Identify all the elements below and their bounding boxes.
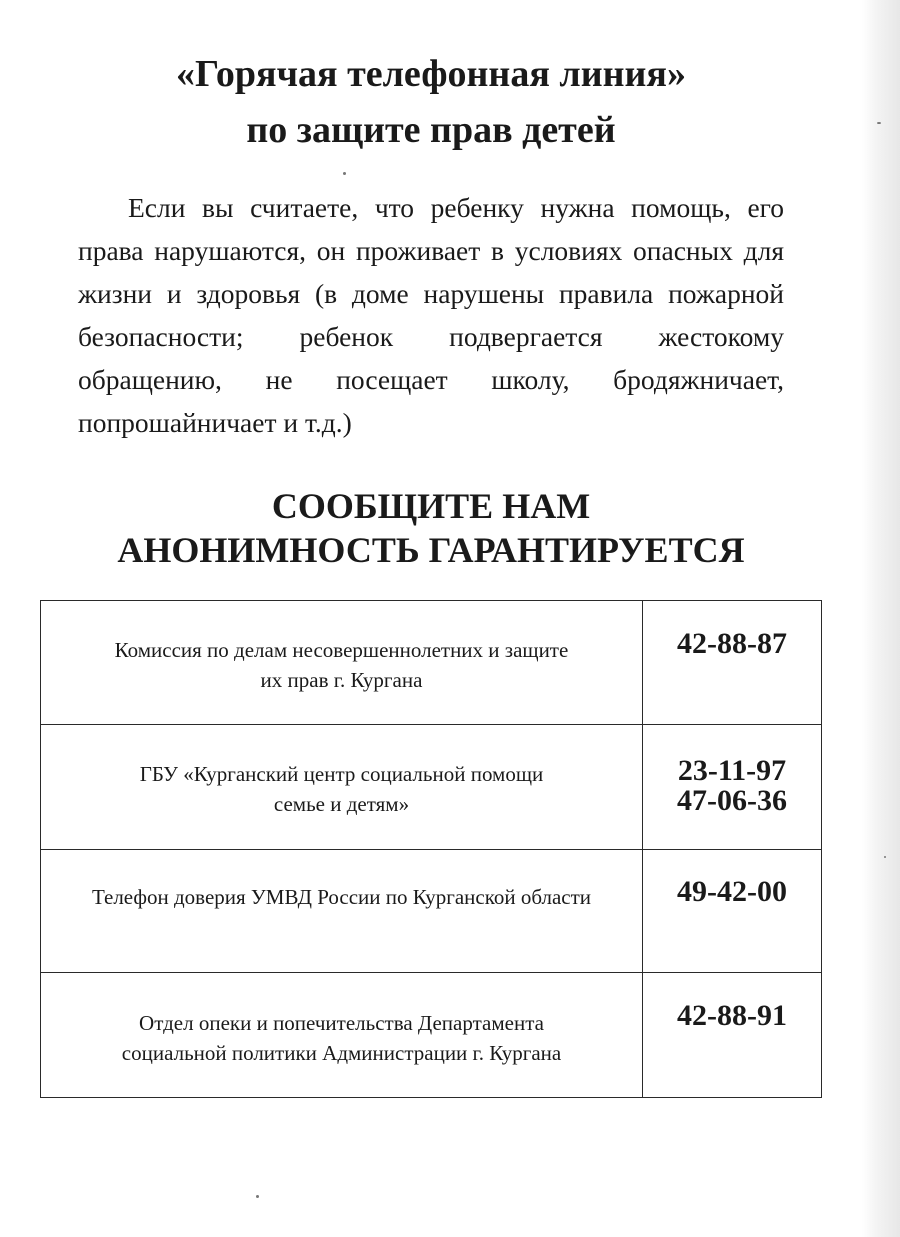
org-name: ГБУ «Курганский центр социальной помощи семье и детям» (139, 762, 544, 816)
org-name: Комиссия по делам несовершеннолетних и защите их прав г. Кургана (114, 638, 569, 692)
org-name: Отдел опеки и попечительства Департамента социальной политики Администрации г. Кургана (121, 1011, 562, 1065)
phone-cell (643, 973, 822, 1098)
org-cell (41, 725, 643, 850)
phone-cell (643, 850, 822, 973)
phone-cell (643, 725, 822, 850)
org-cell (41, 850, 643, 973)
phone-number: 42-88-87 (677, 627, 787, 660)
phone-number: 47-06-36 (677, 784, 787, 817)
table-row (41, 973, 822, 1098)
title-line-1: «Горячая телефонная линия» (176, 53, 686, 95)
table-row (41, 725, 822, 850)
phone-number: 49-42-00 (677, 875, 787, 908)
scan-speck (884, 856, 886, 858)
phone-number: 23-11-97 (677, 754, 787, 787)
org-name: Телефон доверия УМВД России по Курганской области (91, 885, 592, 909)
contacts-table (40, 600, 822, 1098)
document-title (0, 46, 862, 158)
title-line-2: по защите прав детей (246, 109, 616, 151)
scan-speck (256, 1195, 259, 1198)
table-row (41, 850, 822, 973)
phone-number: 42-88-91 (677, 999, 787, 1032)
phone-cell (643, 601, 822, 725)
org-cell (41, 973, 643, 1098)
table-row (41, 601, 822, 725)
scan-speck (343, 172, 346, 175)
scan-edge-shadow (862, 0, 900, 1237)
callout-line-2: АНОНИМНОСТЬ ГАРАНТИРУЕТСЯ (117, 530, 745, 570)
intro-paragraph: Если вы считаете, что ребенку нужна помощь, его права нарушаются, он проживает в условиях опасных для жизни и здоровья (в доме нарушены правила пожарной безопасности; ребенок подвергается жестокому обращению, не посещает школу, бродяжничает, попрошайничает и т.д.) (78, 192, 784, 438)
org-cell (41, 601, 643, 725)
call-to-action (0, 484, 862, 572)
scan-speck (877, 122, 881, 124)
callout-line-1: СООБЩИТЕ НАМ (271, 486, 591, 526)
